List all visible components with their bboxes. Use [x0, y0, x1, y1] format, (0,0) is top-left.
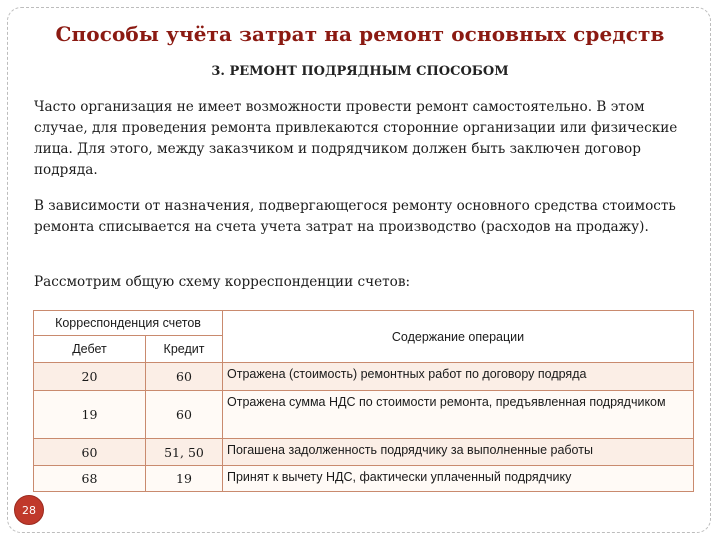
- content-cell: Принят к вычету НДС, фактически уплаченный подрядчику: [223, 466, 694, 492]
- table-row: [34, 363, 694, 391]
- credit-cell: 60: [146, 391, 223, 439]
- content-cell: Погашена задолженность подрядчику за выполненные работы: [223, 439, 694, 466]
- section-heading: 3. РЕМОНТ ПОДРЯДНЫМ СПОСОБОМ: [211, 64, 509, 79]
- content-cell: Отражена сумма НДС по стоимости ремонта, предъявленная подрядчиком: [223, 391, 694, 439]
- debit-cell: 60: [34, 439, 146, 466]
- paragraph-intro: Часто организация не имеет возможности провести ремонт самостоятельно. В этом случае, для проведения ремонта привлекаются сторонние организации или физические лица. Для этого, между заказчиком и подрядчиком должен быть заключен договор подряда.: [34, 99, 678, 178]
- content-cell: Отражена (стоимость) ремонтных работ по договору подряда: [223, 363, 694, 391]
- debit-cell: 68: [34, 466, 146, 492]
- credit-cell: 19: [146, 466, 223, 492]
- correspondence-table: [33, 310, 694, 492]
- table-row: [34, 391, 694, 439]
- header-credit: Кредит: [146, 336, 223, 363]
- debit-cell: 20: [34, 363, 146, 391]
- header-debit: Дебет: [34, 336, 146, 363]
- slide-title: Способы учёта затрат на ремонт основных средств: [55, 22, 665, 46]
- page-number-badge: 28: [14, 495, 44, 525]
- paragraph-cost-allocation: В зависимости от назначения, подвергающегося ремонту основного средства стоимость ремонта списывается на счета учета затрат на производство (расходов на продажу).: [34, 198, 676, 235]
- credit-cell: 51, 50: [146, 439, 223, 466]
- paragraph-scheme-lead: Рассмотрим общую схему корреспонденции счетов:: [34, 274, 411, 290]
- debit-cell: 19: [34, 391, 146, 439]
- table-row: [34, 439, 694, 466]
- header-correspondence: Корреспонденция счетов: [34, 311, 223, 336]
- credit-cell: 60: [146, 363, 223, 391]
- header-content: Содержание операции: [223, 311, 694, 363]
- table-row: [34, 466, 694, 492]
